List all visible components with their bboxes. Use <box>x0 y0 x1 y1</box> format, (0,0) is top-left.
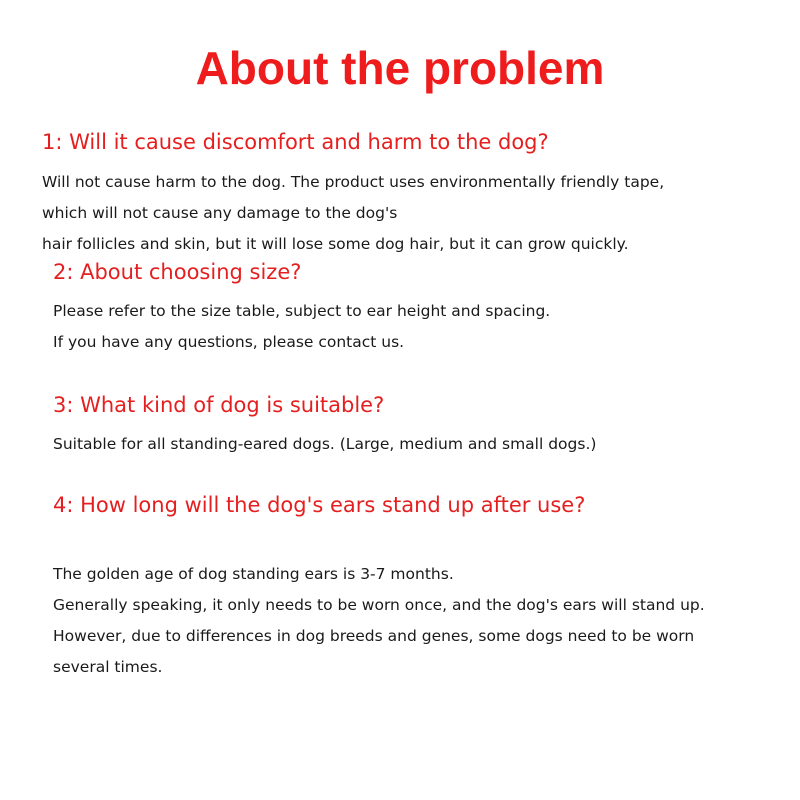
answer-1-line-1: Will not cause harm to the dog. The product uses environmentally friendly tape, <box>42 173 665 191</box>
answer-3-line-1: Suitable for all standing-eared dogs. (Large, medium and small dogs.) <box>53 435 597 453</box>
question-4: 4: How long will the dog's ears stand up after use? <box>53 493 586 517</box>
question-3: 3: What kind of dog is suitable? <box>53 393 385 417</box>
answer-4-line-1: The golden age of dog standing ears is 3-7 months. <box>53 565 454 583</box>
answer-4-line-4: several times. <box>53 658 163 676</box>
answer-4-line-2: Generally speaking, it only needs to be worn once, and the dog's ears will stand up. <box>53 596 705 614</box>
answer-1-line-3: hair follicles and skin, but it will lose some dog hair, but it can grow quickly. <box>42 235 629 253</box>
answer-1-line-2: which will not cause any damage to the dog's <box>42 204 398 222</box>
answer-4-line-3: However, due to differences in dog breeds and genes, some dogs need to be worn <box>53 627 695 645</box>
question-1: 1: Will it cause discomfort and harm to the dog? <box>42 130 549 154</box>
answer-2-line-2: If you have any questions, please contact us. <box>53 333 405 351</box>
answer-2-line-1: Please refer to the size table, subject to ear height and spacing. <box>53 302 551 320</box>
page-title: About the problem <box>195 42 605 94</box>
question-2: 2: About choosing size? <box>53 260 302 284</box>
